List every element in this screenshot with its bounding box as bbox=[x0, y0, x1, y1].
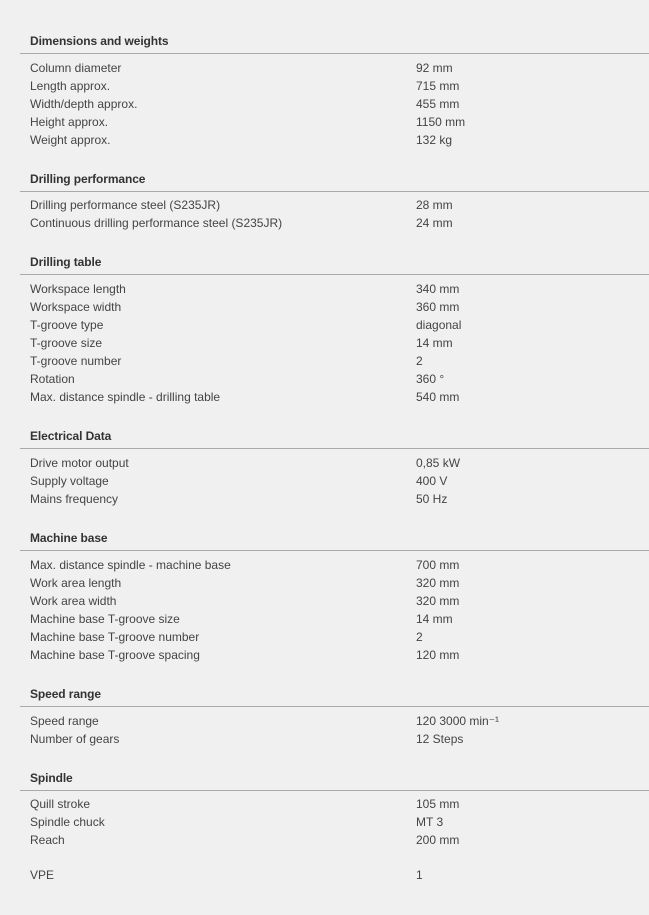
spec-value: 2 bbox=[416, 354, 423, 368]
spec-label: Width/depth approx. bbox=[30, 97, 138, 111]
spec-label: Work area width bbox=[30, 594, 117, 608]
section-title: Speed range bbox=[30, 687, 101, 701]
spec-value: 1150 mm bbox=[416, 115, 466, 129]
spec-value: 105 mm bbox=[416, 797, 460, 811]
spec-row bbox=[0, 95, 649, 113]
spec-label: Machine base T-groove spacing bbox=[30, 648, 200, 662]
spec-row bbox=[0, 454, 649, 472]
spec-row bbox=[0, 472, 649, 490]
spec-row bbox=[0, 131, 649, 149]
spec-row bbox=[0, 813, 649, 831]
spec-row bbox=[0, 646, 649, 664]
spec-value: 200 mm bbox=[416, 833, 460, 847]
spec-label: Supply voltage bbox=[30, 474, 109, 488]
spec-value: 360 ° bbox=[416, 372, 445, 386]
spec-row bbox=[0, 214, 649, 232]
spec-label: Drilling performance steel (S235JR) bbox=[30, 198, 221, 212]
spec-row bbox=[0, 280, 649, 298]
spec-row bbox=[0, 316, 649, 334]
section-title: Electrical Data bbox=[30, 429, 112, 443]
spec-label: Workspace length bbox=[30, 282, 126, 296]
spec-label: Column diameter bbox=[30, 61, 122, 75]
spec-value: 700 mm bbox=[416, 558, 460, 572]
vpe-value: 1 bbox=[416, 868, 423, 882]
spec-row bbox=[0, 610, 649, 628]
spec-value: 28 mm bbox=[416, 198, 453, 212]
spec-label: Reach bbox=[30, 833, 65, 847]
spec-value: 320 mm bbox=[416, 576, 460, 590]
spec-value: 715 mm bbox=[416, 79, 460, 93]
spec-row bbox=[0, 490, 649, 508]
spec-row bbox=[0, 831, 649, 849]
spec-value: 320 mm bbox=[416, 594, 460, 608]
spec-value: 132 kg bbox=[416, 133, 453, 147]
spec-row bbox=[0, 628, 649, 646]
section-divider bbox=[20, 274, 649, 275]
spec-row bbox=[0, 795, 649, 813]
section-divider bbox=[20, 53, 649, 54]
vpe-row bbox=[0, 866, 649, 884]
spec-row bbox=[0, 77, 649, 95]
spec-value: MT 3 bbox=[416, 815, 444, 829]
spec-label: T-groove type bbox=[30, 318, 104, 332]
spec-label: Mains frequency bbox=[30, 492, 119, 506]
spec-label: Work area length bbox=[30, 576, 122, 590]
spec-label: Machine base T-groove number bbox=[30, 630, 200, 644]
spec-value: 14 mm bbox=[416, 336, 453, 350]
spec-row bbox=[0, 113, 649, 131]
section-title: Machine base bbox=[30, 531, 108, 545]
spec-label: Quill stroke bbox=[30, 797, 91, 811]
spec-label: Spindle chuck bbox=[30, 815, 105, 829]
spec-label: T-groove number bbox=[30, 354, 122, 368]
spec-row bbox=[0, 298, 649, 316]
spec-row bbox=[0, 730, 649, 748]
spec-row bbox=[0, 352, 649, 370]
section-title: Spindle bbox=[30, 771, 73, 785]
spec-value: 50 Hz bbox=[416, 492, 448, 506]
spec-value: 120 3000 min⁻¹ bbox=[416, 714, 500, 728]
spec-row bbox=[0, 574, 649, 592]
spec-label: Number of gears bbox=[30, 732, 120, 746]
spec-label: Drive motor output bbox=[30, 456, 129, 470]
spec-label: T-groove size bbox=[30, 336, 103, 350]
spec-value: 12 Steps bbox=[416, 732, 464, 746]
spec-value: 92 mm bbox=[416, 61, 453, 75]
spec-row bbox=[0, 592, 649, 610]
spec-row bbox=[0, 334, 649, 352]
section-title: Drilling table bbox=[30, 255, 102, 269]
spec-row bbox=[0, 370, 649, 388]
spec-row bbox=[0, 556, 649, 574]
spec-label: Workspace width bbox=[30, 300, 122, 314]
spec-value: 0,85 kW bbox=[416, 456, 461, 470]
section-divider bbox=[20, 790, 649, 791]
spec-row bbox=[0, 388, 649, 406]
vpe-label: VPE bbox=[30, 868, 55, 882]
spec-value: 455 mm bbox=[416, 97, 460, 111]
spec-label: Speed range bbox=[30, 714, 99, 728]
spec-value: 24 mm bbox=[416, 216, 453, 230]
spec-value: 2 bbox=[416, 630, 423, 644]
section-divider bbox=[20, 706, 649, 707]
section-divider bbox=[20, 191, 649, 192]
spec-value: diagonal bbox=[416, 318, 462, 332]
spec-row bbox=[0, 59, 649, 77]
spec-label: Rotation bbox=[30, 372, 75, 386]
spec-row bbox=[0, 712, 649, 730]
spec-label: Length approx. bbox=[30, 79, 111, 93]
spec-label: Continuous drilling performance steel (S235JR) bbox=[30, 216, 283, 230]
section-title: Drilling performance bbox=[30, 172, 146, 186]
spec-label: Max. distance spindle - machine base bbox=[30, 558, 231, 572]
section-title: Dimensions and weights bbox=[30, 34, 169, 48]
section-divider bbox=[20, 550, 649, 551]
spec-row bbox=[0, 196, 649, 214]
spec-value: 120 mm bbox=[416, 648, 460, 662]
spec-value: 360 mm bbox=[416, 300, 460, 314]
spec-label: Weight approx. bbox=[30, 133, 111, 147]
spec-value: 540 mm bbox=[416, 390, 460, 404]
spec-value: 14 mm bbox=[416, 612, 453, 626]
section-divider bbox=[20, 448, 649, 449]
spec-label: Height approx. bbox=[30, 115, 109, 129]
spec-label: Machine base T-groove size bbox=[30, 612, 180, 626]
spec-label: Max. distance spindle - drilling table bbox=[30, 390, 221, 404]
spec-value: 340 mm bbox=[416, 282, 460, 296]
spec-value: 400 V bbox=[416, 474, 448, 488]
